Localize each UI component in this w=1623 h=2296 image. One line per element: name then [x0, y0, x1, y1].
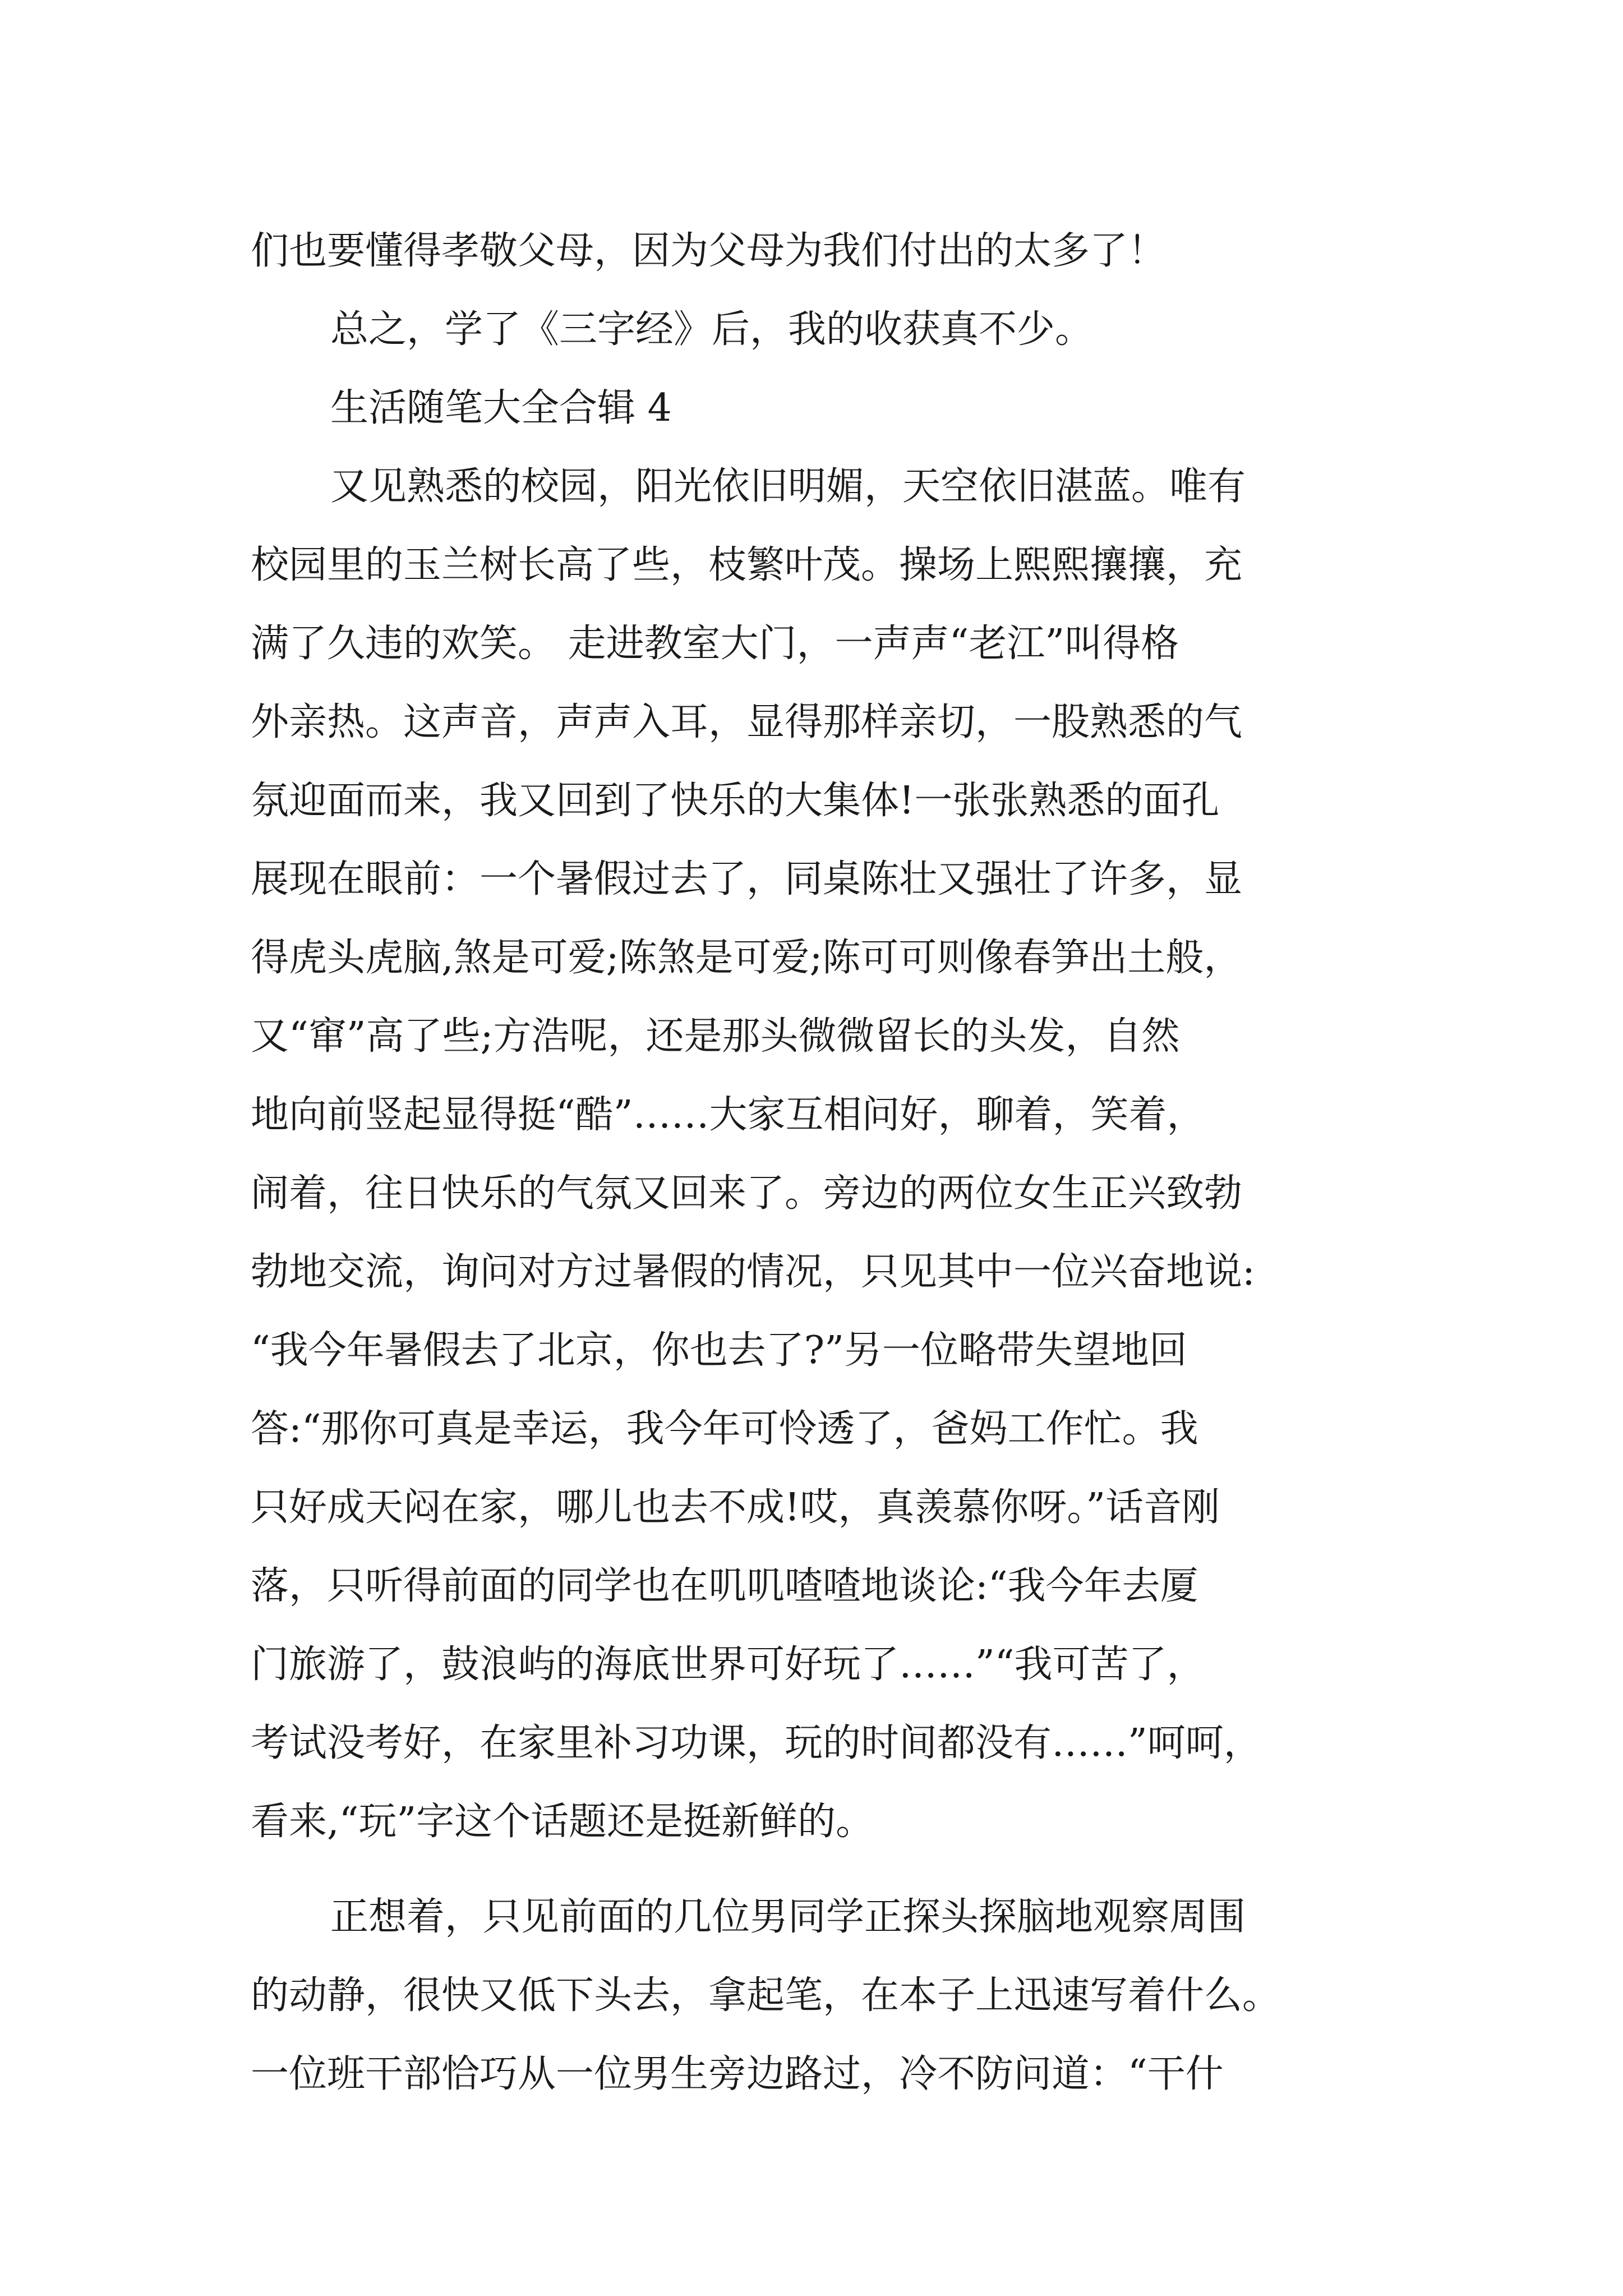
paragraph-line: 只好成天闷在家，哪儿也去不成!哎，真羡慕你呀。”话音刚 — [251, 1485, 1220, 1530]
paragraph-line: 得虎头虎脑,煞是可爱;陈煞是可爱;陈可可则像春笋出土般， — [251, 936, 1242, 980]
paragraph-line: 门旅游了，鼓浪屿的海底世界可好玩了……”“我可苦了， — [251, 1642, 1205, 1687]
paragraph-line: 外亲热。这声音，声声入耳，显得那样亲切，一股熟悉的气 — [251, 700, 1243, 744]
paragraph-line: 看来,“玩”字这个话题还是挺新鲜的。 — [251, 1800, 874, 1844]
paragraph-line: 落，只听得前面的同学也在叽叽喳喳地谈论:“我今年去厦 — [251, 1564, 1198, 1608]
document-body — [251, 212, 1372, 2114]
paragraph-line: 答:“那你可真是幸运，我今年可怜透了，爸妈工作忙。我 — [251, 1407, 1198, 1451]
paragraph-line: 又“窜”高了些;方浩呢，还是那头微微留长的头发，自然 — [251, 1014, 1180, 1059]
paragraph-line: 又见熟悉的校园，阳光依旧明媚，天空依旧湛蓝。唯有 — [330, 464, 1246, 509]
paragraph-line: 满了久违的欢笑。 走进教室大门，一声声“老江”叫得格 — [251, 622, 1179, 666]
paragraph-line: 氛迎面而来，我又回到了快乐的大集体!一张张熟悉的面孔 — [251, 779, 1220, 823]
paragraph-line: 考试没考好，在家里补习功课，玩的时间都没有……”呵呵， — [251, 1721, 1262, 1765]
paragraph-line: “我今年暑假去了北京，你也去了?”另一位略带失望地回 — [251, 1328, 1187, 1373]
paragraph-line: 校园里的玉兰树长高了些，枝繁叶茂。操场上熙熙攘攘，充 — [251, 543, 1243, 587]
paragraph-line: 正想着，只见前面的几位男同学正探头探脑地观察周围 — [330, 1895, 1246, 1939]
paragraph-line: 的动静，很快又低下头去，拿起笔，在本子上迅速写着什么。 — [251, 1973, 1281, 2018]
paragraph-line: 总之，学了《三字经》后，我的收获真不少。 — [330, 307, 1094, 352]
paragraph-line: 地向前竖起显得挺“酷”……大家互相问好，聊着，笑着， — [251, 1093, 1205, 1137]
paragraph-line: 勃地交流，询问对方过暑假的情况，只见其中一位兴奋地说: — [251, 1250, 1255, 1294]
paragraph-line: 展现在眼前：一个暑假过去了，同桌陈壮又强壮了许多，显 — [251, 857, 1243, 901]
paragraph-line: 们也要懂得孝敬父母，因为父母为我们付出的太多了！ — [251, 229, 1166, 273]
paragraph-line: 闹着，往日快乐的气氛又回来了。旁边的两位女生正兴致勃 — [251, 1171, 1243, 1216]
section-heading: 生活随笔大全合辑 4 — [330, 386, 672, 430]
paragraph-line: 一位班干部恰巧从一位男生旁边路过，冷不防问道：“干什 — [251, 2052, 1224, 2096]
